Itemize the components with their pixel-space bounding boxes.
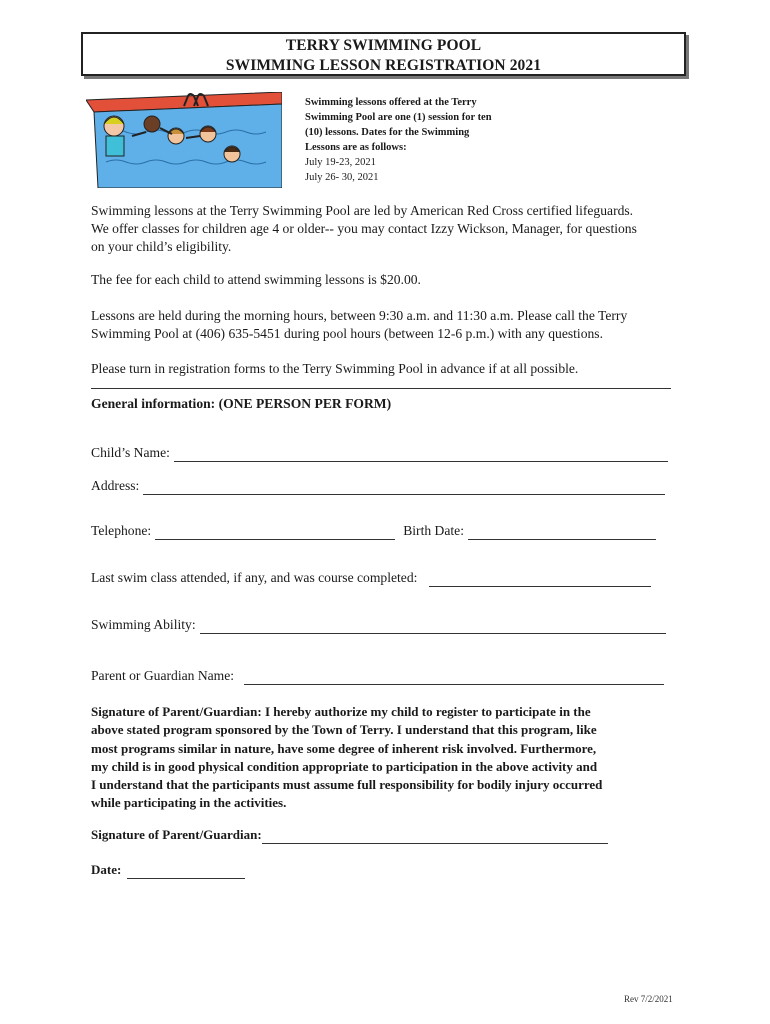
address-field[interactable] xyxy=(91,477,665,495)
date-blank[interactable] xyxy=(127,866,245,879)
title-line-2: SWIMMING LESSON REGISTRATION 2021 xyxy=(225,57,542,74)
authorization-line-3: most programs similar in nature, have some degree of inherent risk involved. Furthermore, xyxy=(91,740,597,756)
signature-label: Signature of Parent/Guardian: xyxy=(91,827,262,842)
swimming-ability-field[interactable] xyxy=(91,616,666,634)
signature-blank[interactable] xyxy=(262,831,608,844)
hours-line-1: Lessons are held during the morning hours, between 9:30 a.m. and 11:30 a.m. Please call the Terry xyxy=(91,308,628,323)
lesson-dates-block xyxy=(305,95,565,185)
authorization-statement xyxy=(91,703,691,813)
title-box xyxy=(81,32,686,76)
lesson-date-1: July 19-23, 2021 xyxy=(305,157,376,168)
intro-paragraph xyxy=(91,202,691,256)
swimming-ability-label: Swimming Ability: xyxy=(91,617,196,632)
swimming-ability-blank[interactable] xyxy=(200,621,666,634)
hours-paragraph xyxy=(91,307,691,343)
turn-in-paragraph: Please turn in registration forms to the Terry Swimming Pool in advance if at all possible. xyxy=(91,361,579,376)
date-label: Date: xyxy=(91,862,122,877)
offer-line-4: Lessons are as follows: xyxy=(305,142,407,153)
last-class-label: Last swim class attended, if any, and was course completed: xyxy=(91,570,418,585)
authorization-line-6: while participating in the activities. xyxy=(91,795,287,811)
last-class-blank[interactable] xyxy=(429,574,651,587)
lesson-date-2: July 26- 30, 2021 xyxy=(305,172,379,183)
address-blank[interactable] xyxy=(143,482,665,495)
last-class-field[interactable] xyxy=(91,569,651,587)
hours-line-2: Swimming Pool at (406) 635-5451 during pool hours (between 12-6 p.m.) with any questions. xyxy=(91,326,603,341)
guardian-name-label: Parent or Guardian Name: xyxy=(91,668,235,683)
telephone-label: Telephone: xyxy=(91,523,152,538)
authorization-line-4: my child is in good physical condition appropriate to participation in the above activity and xyxy=(91,758,598,774)
swimming-pool-children-illustration xyxy=(86,92,282,188)
telephone-birthdate-row xyxy=(91,522,656,540)
guardian-name-blank[interactable] xyxy=(244,672,664,685)
fee-paragraph: The fee for each child to attend swimming lessons is $20.00. xyxy=(91,272,421,287)
birth-date-blank[interactable] xyxy=(468,527,656,540)
general-information-heading: General information: (ONE PERSON PER FORM) xyxy=(91,396,392,411)
title-line-1: TERRY SWIMMING POOL xyxy=(285,37,482,54)
telephone-blank[interactable] xyxy=(155,527,395,540)
offer-line-3: (10) lessons. Dates for the Swimming xyxy=(305,127,470,138)
date-field[interactable] xyxy=(91,861,245,879)
intro-line-3: on your child’s eligibility. xyxy=(91,239,232,254)
offer-line-2: Swimming Pool are one (1) session for ten xyxy=(305,112,492,123)
authorization-line-5: I understand that the participants must assume full responsibility for bodily injury occurred xyxy=(91,777,603,793)
signature-field[interactable] xyxy=(91,826,608,844)
intro-line-1: Swimming lessons at the Terry Swimming Pool are led by American Red Cross certified lifeguards. xyxy=(91,203,634,218)
child-name-field[interactable] xyxy=(91,444,668,462)
guardian-name-field[interactable] xyxy=(91,667,664,685)
child-name-blank[interactable] xyxy=(174,449,668,462)
section-divider xyxy=(91,388,671,389)
child-name-label: Child’s Name: xyxy=(91,445,170,460)
offer-line-1: Swimming lessons offered at the Terry xyxy=(305,97,477,108)
birth-date-label: Birth Date: xyxy=(403,523,464,538)
authorization-line-2: above stated program sponsored by the Town of Terry. I understand that this program, like xyxy=(91,722,597,738)
revision-note: Rev 7/2/2021 xyxy=(624,994,673,1004)
intro-line-2: We offer classes for children age 4 or older-- you may contact Izzy Wickson, Manager, for questions xyxy=(91,221,637,236)
address-label: Address: xyxy=(91,478,140,493)
authorization-line-1: Signature of Parent/Guardian: I hereby authorize my child to register to participate in the xyxy=(91,704,591,719)
